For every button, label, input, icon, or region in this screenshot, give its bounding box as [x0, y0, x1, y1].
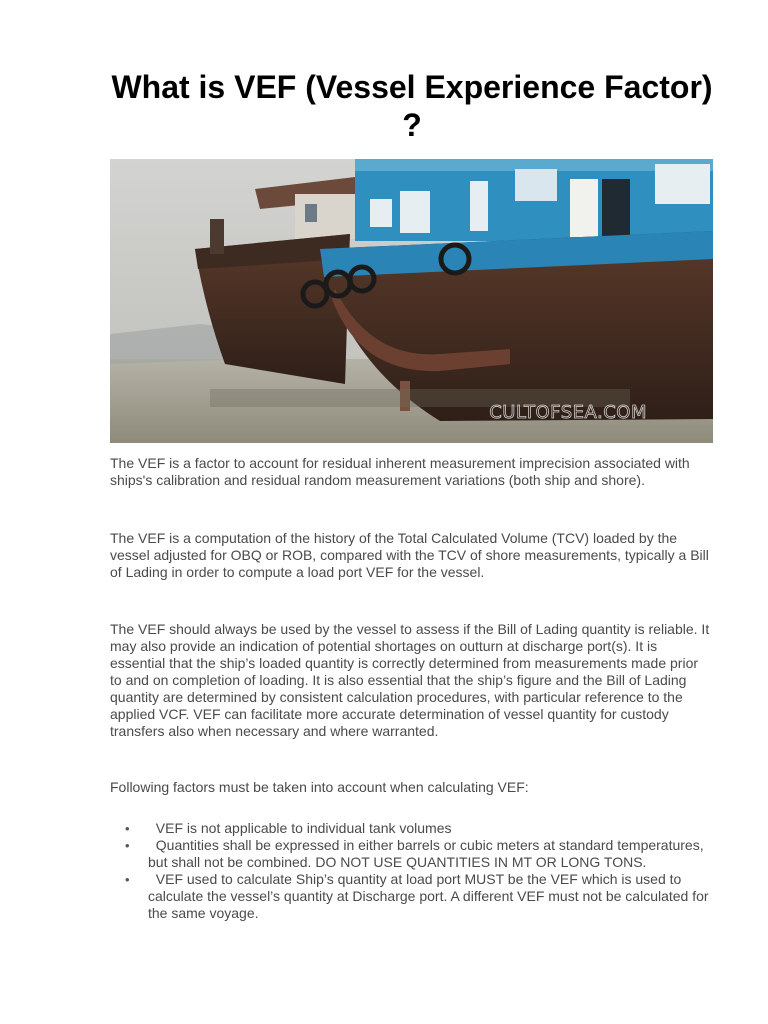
bullet-icon: •: [125, 838, 130, 853]
photo-watermark: CULTOFSEA.COM: [489, 402, 647, 423]
paragraph-computation: The VEF is a computation of the history of the Total Calculated Volume (TCV) loaded by the vessel adjusted for OBQ or ROB, compared with the TCV of shore measurements, typically a Bill of Lading in order to compute a load port VEF for the vessel.: [110, 530, 709, 580]
list-item-text: Quantities shall be expressed in either barrels or cubic meters at standard temperatures, but shall not be combined. DO NOT USE QUANTITIES IN MT OR LONG TONS.: [148, 837, 708, 870]
list-item-text: VEF is not applicable to individual tank volumes: [148, 820, 452, 836]
list-item: [110, 820, 710, 837]
list-item: [110, 837, 710, 871]
bullet-icon: •: [125, 821, 130, 836]
paragraph-definition: The VEF is a factor to account for residual inherent measurement imprecision associated with ships's calibration and residual random measurement variations (both ship and shore).: [110, 455, 690, 488]
paragraph-usage: The VEF should always be used by the vessel to assess if the Bill of Lading quantity is reliable. It may also provide an indication of potential shortages on outturn at discharge port(s). It is essential that the ship’s loaded quantity is correctly determined from measurements made prior to and on completion of loading. It is also essential that the ship’s figure and the Bill of Lading quantity are determined by consistent calculation procedures, with particular reference to the applied VCF. VEF can facilitate more accurate determination of vessel quantity for custody transfers also when necessary and where warranted.: [110, 621, 710, 739]
paragraph-factors-intro: Following factors must be taken into account when calculating VEF:: [110, 779, 529, 795]
bullet-icon: •: [125, 872, 130, 887]
page-title: What is VEF (Vessel Experience Factor) ?: [111, 69, 713, 143]
list-item-text: VEF used to calculate Ship’s quantity at load port MUST be the VEF which is used to calculate the vessel’s quantity at Discharge port. A different VEF must not be calculated for the same voyage.: [148, 871, 713, 921]
vessel-photo-illustration: [110, 159, 713, 443]
factors-list: [110, 820, 713, 922]
list-item: [110, 871, 713, 922]
vessel-photo: [110, 159, 713, 443]
